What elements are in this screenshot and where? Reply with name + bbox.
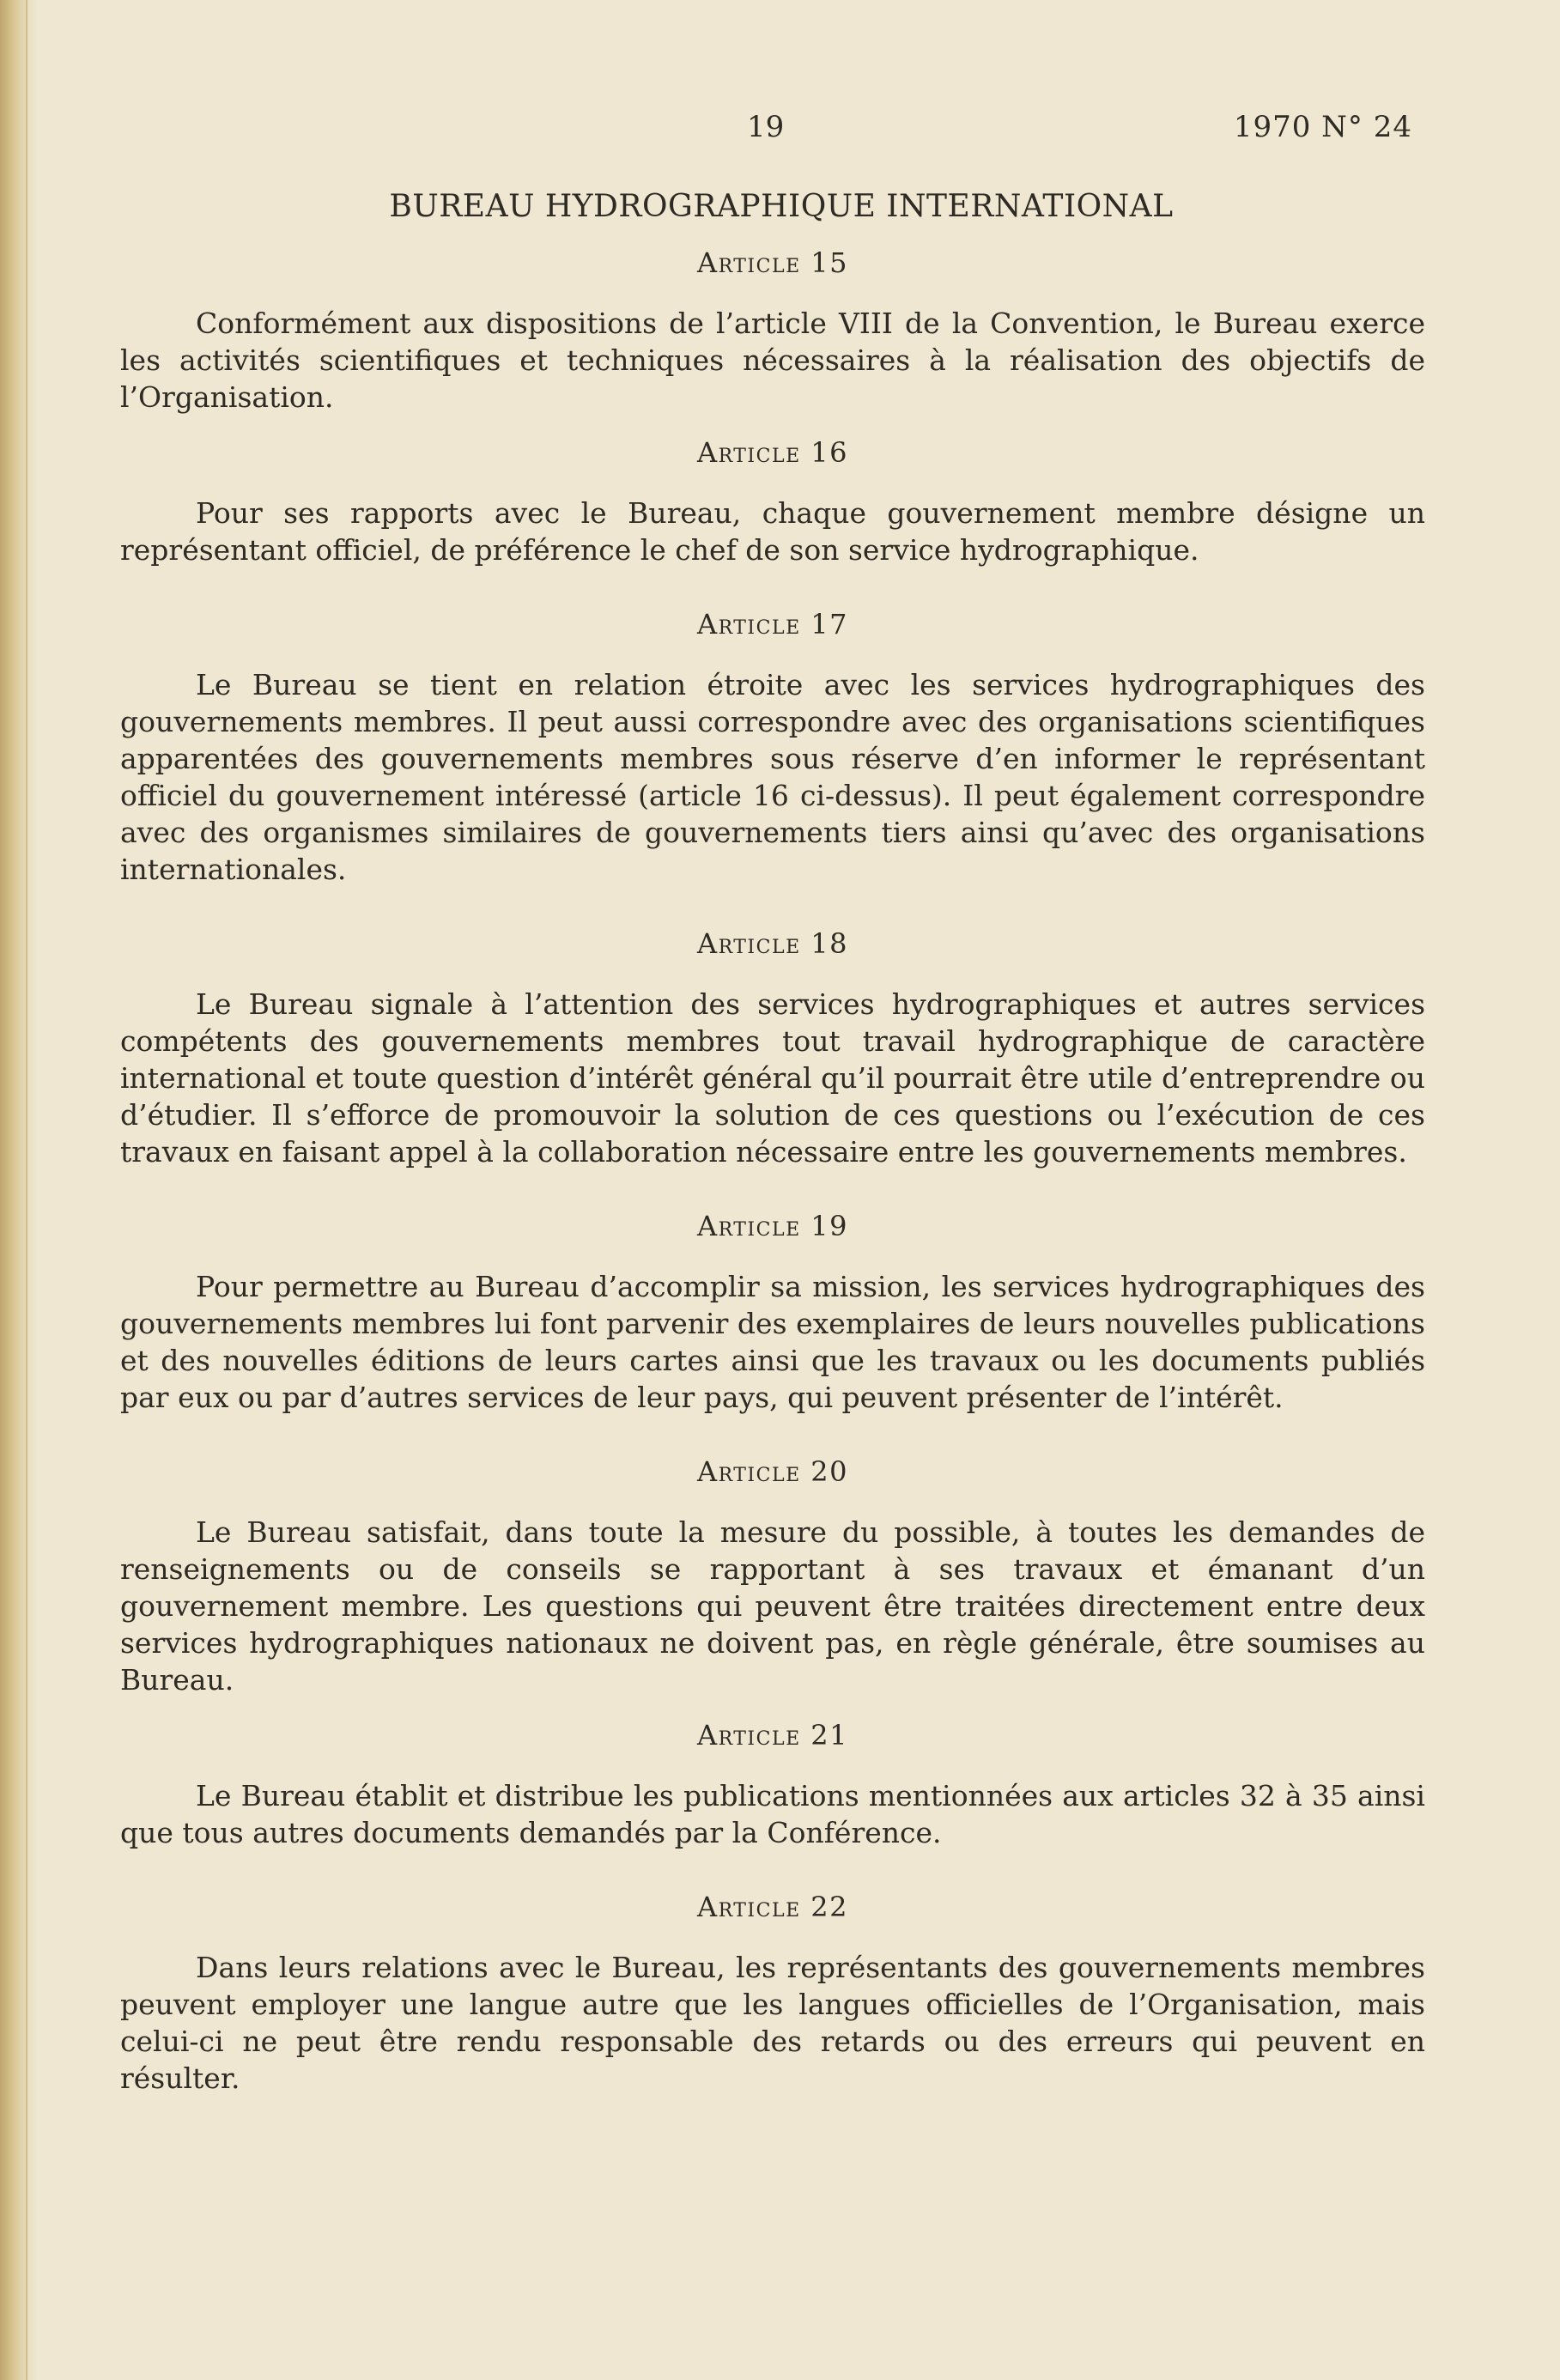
article-heading: Article 18 bbox=[696, 927, 849, 960]
article-text: Dans leurs relations avec le Bureau, les représentants des gouvernements membres peuvent employer une langue autre que les langues officielles de l’Organisation, mais celui-ci ne peut être rendu responsable des retards ou des erreurs qui peuvent en résulter. bbox=[120, 1951, 1425, 2095]
article-text: Pour ses rapports avec le Bureau, chaque gouvernement membre désigne un représentant officiel, de préférence le chef de son service hydrographique. bbox=[120, 496, 1425, 567]
page-binding-edge bbox=[0, 0, 38, 2380]
article-text: Conformément aux dispositions de l’article VIII de la Convention, le Bureau exerce les activités scientifiques et techniques nécessaires à la réalisation des objectifs de l’Organisation. bbox=[120, 307, 1425, 414]
article-15 bbox=[120, 245, 1425, 416]
article-19 bbox=[120, 1208, 1425, 1416]
article-21 bbox=[120, 1717, 1425, 1851]
issue-reference: 1970 N° 24 bbox=[1233, 110, 1412, 144]
article-20 bbox=[120, 1454, 1425, 1698]
article-heading: Article 19 bbox=[696, 1210, 849, 1242]
article-16 bbox=[120, 434, 1425, 568]
article-heading: Article 16 bbox=[696, 436, 849, 469]
document-title: BUREAU HYDROGRAPHIQUE INTERNATIONAL bbox=[389, 189, 1174, 224]
article-heading: Article 15 bbox=[696, 246, 849, 279]
page-number: 19 bbox=[747, 110, 785, 144]
article-heading: Article 21 bbox=[696, 1719, 849, 1752]
document-body bbox=[120, 245, 1425, 2134]
article-text: Le Bureau signale à l’attention des services hydrographiques et autres services compétents des gouvernements membres tout travail hydrographique de caractère international et toute question d’intérêt général qu’il pourrait être utile d’entreprendre ou d’étudier. Il s’efforce de promouvoir la solution de ces questions ou l’exécution de ces travaux en faisant appel à la collaboration nécessaire entre les gouvernements membres. bbox=[120, 987, 1425, 1169]
article-text: Le Bureau satisfait, dans toute la mesure du possible, à toutes les demandes de renseignements ou de conseils se rapportant à ses travaux et émanant d’un gouvernement membre. Les questions qui peuvent être traitées directement entre deux services hydrographiques nationaux ne doivent pas, en règle générale, être soumises au Bureau. bbox=[120, 1515, 1425, 1697]
page-header bbox=[0, 110, 1560, 153]
article-heading: Article 20 bbox=[696, 1455, 849, 1488]
article-heading: Article 17 bbox=[696, 608, 849, 641]
article-18 bbox=[120, 926, 1425, 1170]
article-17 bbox=[120, 606, 1425, 888]
article-heading: Article 22 bbox=[696, 1891, 849, 1923]
article-text: Pour permettre au Bureau d’accomplir sa mission, les services hydrographiques des gouvernements membres lui font parvenir des exemplaires de leurs nouvelles publications et des nouvelles éditions de leurs cartes ainsi que les travaux ou les documents publiés par eux ou par d’autres services de leur pays, qui peuvent présenter de l’intérêt. bbox=[120, 1270, 1425, 1414]
article-text: Le Bureau se tient en relation étroite avec les services hydrographiques des gouvernements membres. Il peut aussi correspondre avec des organisations scientifiques apparentées des gouvernements membres sous réserve d’en informer le représentant officiel du gouvernement intéressé (article 16 ci-dessus). Il peut également correspondre avec des organismes similaires de gouvernements tiers ainsi qu’avec des organisations internationales. bbox=[120, 668, 1425, 886]
article-22 bbox=[120, 1889, 1425, 2097]
article-text: Le Bureau établit et distribue les publications mentionnées aux articles 32 à 35 ainsi que tous autres documents demandés par la Conférence. bbox=[120, 1779, 1425, 1849]
